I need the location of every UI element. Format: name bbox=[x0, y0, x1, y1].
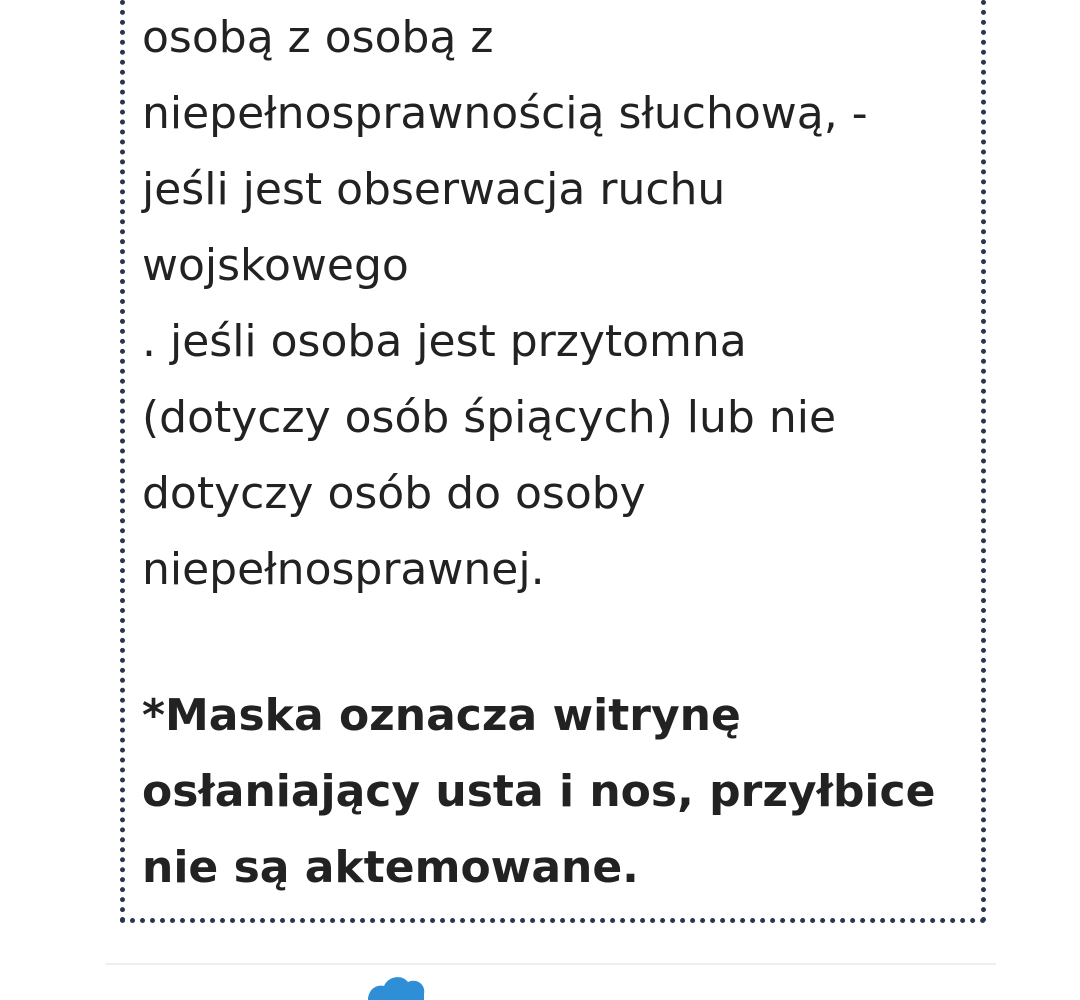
body-line: jeśli jest obserwacja ruchu bbox=[142, 164, 726, 215]
note-line: *Maska oznacza witrynę bbox=[142, 690, 741, 741]
body-line: niepełnosprawnej. bbox=[142, 544, 545, 595]
body-line: niepełnosprawnością słuchową, - bbox=[142, 88, 868, 139]
note-line: osłaniający usta i nos, przyłbice bbox=[142, 766, 936, 817]
footer-divider bbox=[106, 963, 996, 965]
cloud-logo-icon bbox=[362, 970, 430, 1000]
body-line: . jeśli osoba jest przytomna bbox=[142, 316, 747, 367]
body-line: (dotyczy osób śpiących) lub nie bbox=[142, 392, 837, 443]
body-line: wojskowego bbox=[142, 240, 409, 291]
body-line: osobą z osobą z bbox=[142, 12, 494, 63]
note-line: nie są aktemowane. bbox=[142, 842, 639, 893]
notice-body-text bbox=[142, 0, 972, 608]
mask-note bbox=[142, 678, 972, 906]
body-line: dotyczy osób do osoby bbox=[142, 468, 646, 519]
